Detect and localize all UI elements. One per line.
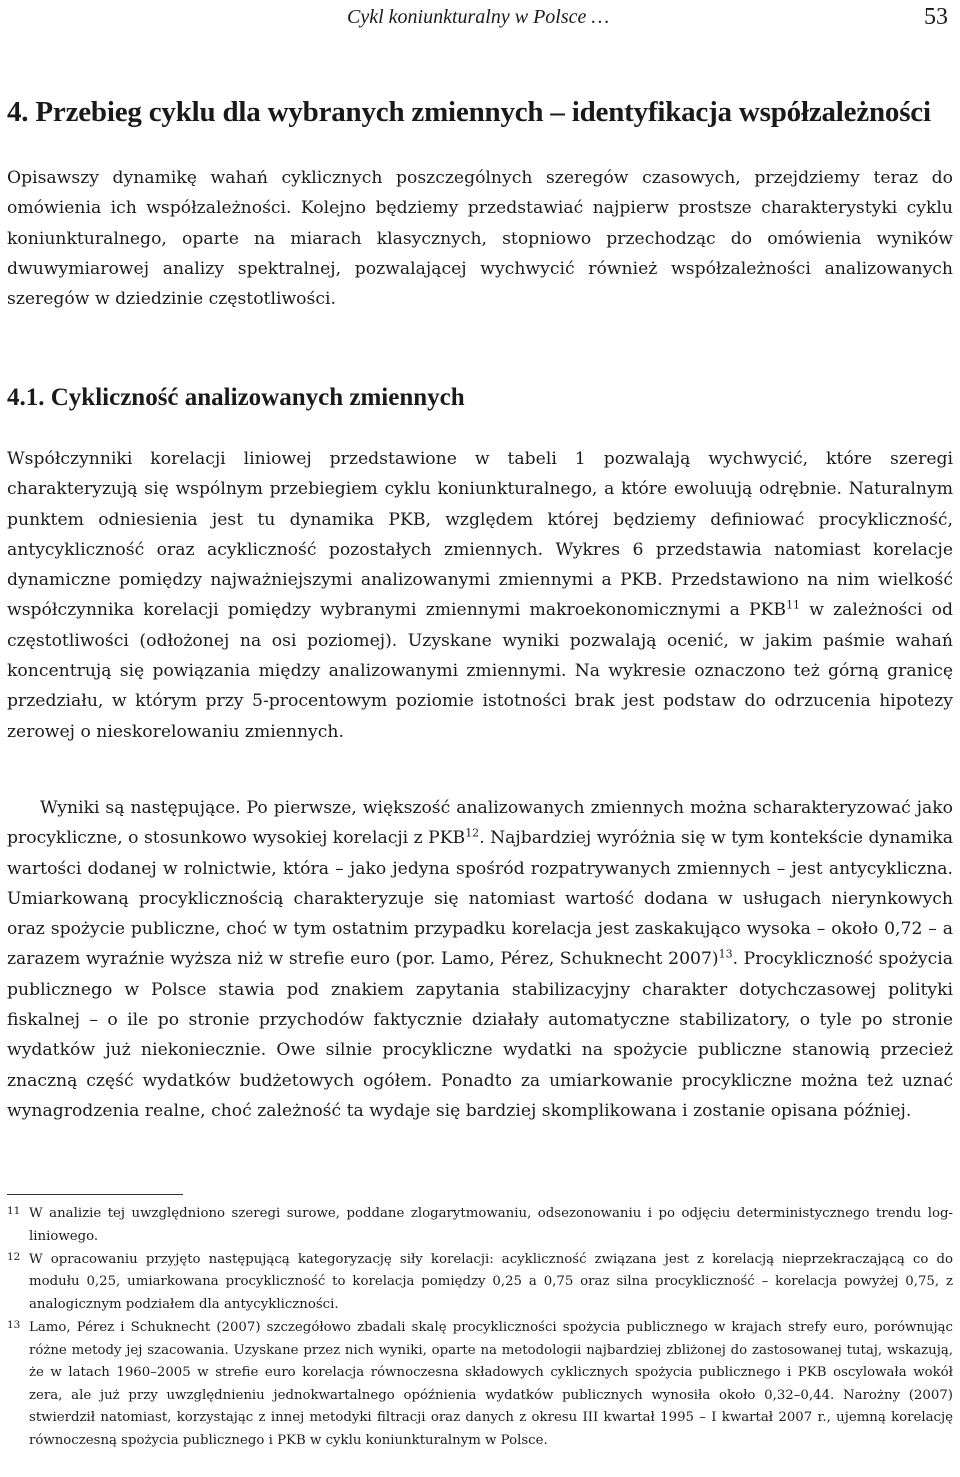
footnote-mark: 11 xyxy=(7,1205,21,1217)
footnote-12 xyxy=(7,1249,953,1317)
footnote-mark: 12 xyxy=(7,1250,21,1263)
footnote-text: W analizie tej uwzględniono szeregi surowe, poddane zlogarytmowaniu, odsezonowaniu i po odjęciu deterministycznego trendu log-liniowego. xyxy=(29,1206,953,1244)
page-number: 53 xyxy=(924,4,948,30)
body-paragraph xyxy=(7,793,953,1126)
footnote-ref-13[interactable]: 13 xyxy=(718,947,733,961)
intro-paragraph: Opisawszy dynamikę wahań cyklicznych poszczególnych szeregów czasowych, przejdziemy teraz do omówienia ich współzależności. Kolejno będziemy przedstawiać najpierw prostsze charakterystyki cyklu koniunkturalnego, oparte na miarach klasycznych, stopniowo przechodząc do omówienia wyników dwuwymiarowej analizy spektralnej, pozwalającej wychwycić również współzależności analizowanych szeregów w dziedzinie częstotliwości. xyxy=(7,168,953,310)
footnote-ref-12[interactable]: 12 xyxy=(465,826,480,840)
paragraph-text: Wyniki są następujące. Po pierwsze, większość analizowanych zmiennych można scharakteryzować jako procykliczne, o stosunkowo wysokiej korelacji z PKB xyxy=(7,798,953,849)
footnote-text: W opracowaniu przyjęto następującą kategoryzację siły korelacji: acykliczność związana jest z korelacją nieprzekraczającą co do modułu 0,25, umiarkowana procykliczność to korelacja pomiędzy 0,25 a 0,75 oraz silna procykliczność – korelacja powyżej 0,75, z analogicznym podziałem dla antycykliczności. xyxy=(29,1251,953,1312)
running-title: Cykl koniunkturalny w Polsce … xyxy=(347,6,610,28)
section-heading: 4. Przebieg cyklu dla wybranych zmiennych – identyfikacja współzależności xyxy=(7,96,931,128)
running-header xyxy=(7,2,948,38)
body-paragraph xyxy=(7,444,953,747)
paragraph-text: Współczynniki korelacji liniowej przedstawione w tabeli 1 pozwalają wychwycić, które szeregi charakteryzują się wspólnym przebiegiem cyklu koniunkturalnego, a które ewoluują odrębnie. Naturalnym punktem odniesienia jest tu dynamika PKB, względem której będziemy definiować procykliczność, antycykliczność oraz acykliczność pozostałych zmiennych. Wykres 6 przedstawia natomiast korelacje dynamiczne pomiędzy najważniejszymi analizowanymi zmiennymi a PKB. Przedstawiono na nim wielkość współczynnika korelacji pomiędzy wybranymi zmiennymi makroekonomicznymi a PKB xyxy=(7,449,953,621)
footnote-ref-11[interactable]: 11 xyxy=(786,598,801,612)
footnote-13 xyxy=(7,1317,953,1452)
footnote-11 xyxy=(7,1203,953,1248)
footnote-mark: 13 xyxy=(7,1319,21,1332)
footnote-separator xyxy=(7,1194,183,1195)
subsection-heading: 4.1. Cykliczność analizowanych zmiennych xyxy=(7,384,465,411)
paragraph-text: w zależności od częstotliwości (odłożonej na osi poziomej). Uzyskane wyniki pozwalają ocenić, w jakim paśmie wahań koncentrują się powiązania między analizowanymi zmiennymi. Na wykresie oznaczono też górną granicę przedziału, w którym przy 5-procentowym poziomie istotności brak jest podstaw do odrzucenia hipotezy zerowej o nieskorelowaniu zmiennych. xyxy=(7,600,954,742)
footnotes xyxy=(7,1203,953,1453)
footnote-text: Lamo, Pérez i Schuknecht (2007) szczegółowo zbadali skalę procykliczności spożycia publicznego w krajach strefy euro, porównując różne metody jej szacowania. Uzyskane przez nich wyniki, oparte na metodologii najbardziej zbliżonej do zastosowanej tutaj, wskazują, że w latach 1960–2005 w strefie euro korelacja równoczesna składowych cyklicznych spożycia publicznego i PKB oscylowała wokół zera, ale już przy uwzględnieniu jednokwartalnego opóźnienia wydatków publicznych wynosiła około 0,32–0,44. Narożny (2007) stwierdził natomiast, korzystając z innej metodyki filtracji oraz danych z okresu III kwartał 1995 – I kwartał 2007 r., ujemną korelację równoczesną spożycia publicznego i PKB w cyklu koniunkturalnym w Polsce. xyxy=(29,1320,953,1448)
paragraph-text: . Procykliczność spożycia publicznego w Polsce stawia pod znakiem zapytania stabilizacyjny charakter dotychczasowej polityki fiskalnej – o ile po stronie przychodów faktycznie działały automatyczne stabilizatory, o tyle po stronie wydatków już niekoniecznie. Owe silnie procykliczne wydatki na spożycie publiczne stanowią przecież znaczną część wydatków budżetowych ogółem. Ponadto za umiarkowanie procykliczne można też uznać wynagrodzenia realne, choć zależność ta wydaje się bardziej skomplikowana i zostanie opisana później. xyxy=(7,949,953,1121)
paragraph-text: . Najbardziej wyróżnia się w tym kontekście dynamika wartości dodanej w rolnictwie, która – jako jedyna spośród rozpatrywanych zmiennych – jest antycykliczna. Umiarkowaną procyklicznością charakteryzuje się natomiast wartość dodana w usługach nierynkowych oraz spożycie publiczne, choć w tym ostatnim przypadku korelacja jest zaskakująco wysoka – około 0,72 – a zarazem wyraźnie wyższa niż w strefie euro (por. Lamo, Pérez, Schuknecht 2007) xyxy=(7,828,953,970)
